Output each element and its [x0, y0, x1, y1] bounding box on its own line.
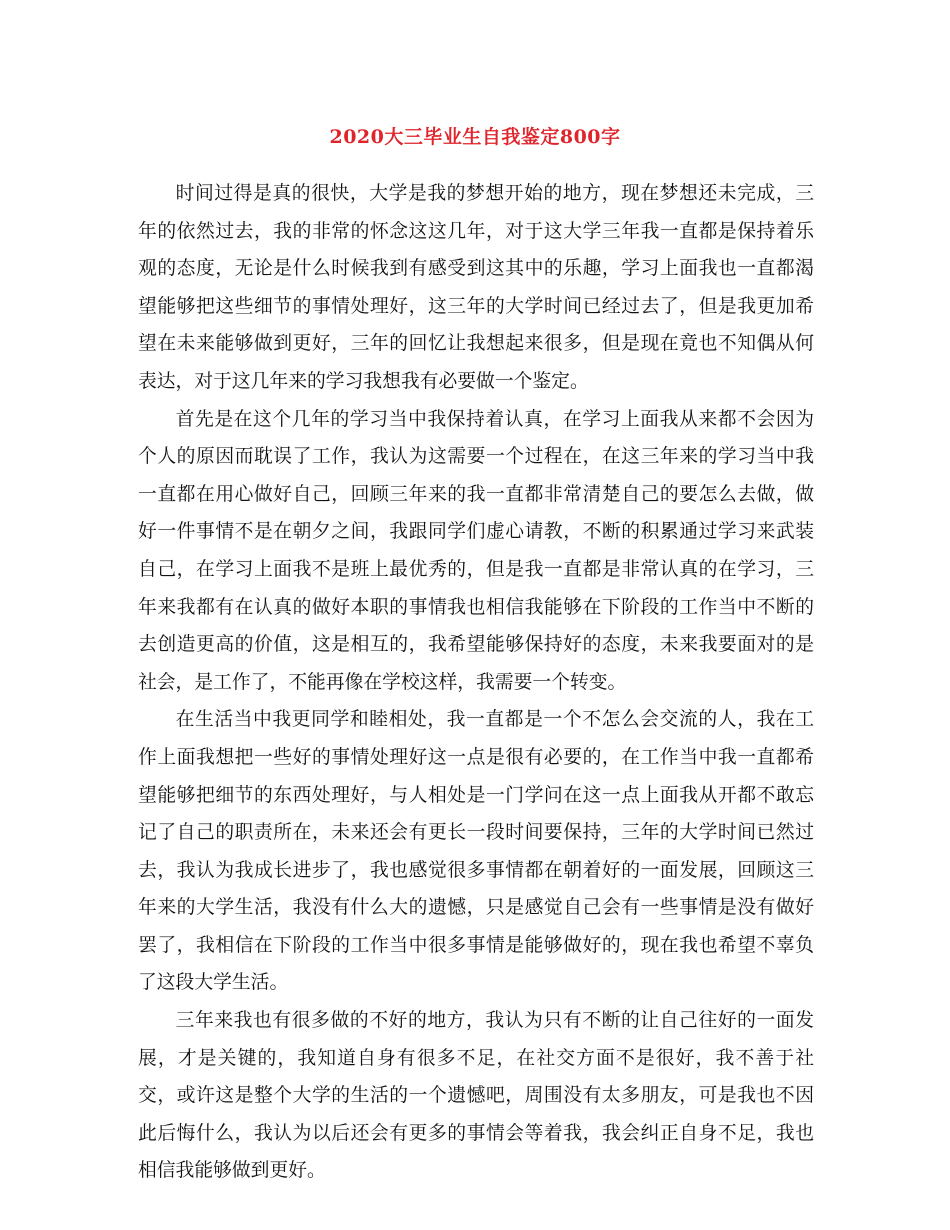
document-title: 2020大三毕业生自我鉴定800字 — [329, 126, 621, 148]
paragraph-4: 三年来我也有很多做的不好的地方，我认为只有不断的让自己往好的一面发展，才是关键的，我知道自身有很多不足，在社交方面不是很好，我不善于社交，或许这是整个大学的生活的一个遗憾吧，周围没有太多朋友，可是我也不因此后悔什么，我认为以后还会有更多的事情会等着我，我会纠正自身不足，我也相信我能够做到更好。 — [138, 1010, 814, 1182]
paragraph-1: 时间过得是真的很快，大学是我的梦想开始的地方，现在梦想还未完成，三年的依然过去，我的非常的怀念这这几年，对于这大学三年我一直都是保持着乐观的态度，无论是什么时候我到有感受到这其中的乐趣，学习上面我也一直都渴望能够把这些细节的事情处理好，这三年的大学时间已经过去了，但是我更加希望在未来能够做到更好，三年的回忆让我想起来很多，但是现在竟也不知偶从何表达，对于这几年来的学习我想我有必要做一个鉴定。 — [138, 183, 814, 392]
paragraph-3: 在生活当中我更同学和睦相处，我一直都是一个不怎么会交流的人，我在工作上面我想把一些好的事情处理好这一点是很有必要的，在工作当中我一直都希望能够把细节的东西处理好，与人相处是一门学问在这一点上面我从开都不敢忘记了自己的职责所在，未来还会有更长一段时间要保持，三年的大学时间已然过去，我认为我成长进步了，我也感觉很多事情都在朝着好的一面发展，回顾这三年来的大学生活，我没有什么大的遗憾，只是感觉自己会有一些事情是没有做好罢了，我相信在下阶段的工作当中很多事情是能够做好的，现在我也希望不辜负了这段大学生活。 — [138, 709, 814, 994]
paragraph-2: 首先是在这个几年的学习当中我保持着认真，在学习上面我从来都不会因为个人的原因而耽误了工作，我认为这需要一个过程在，在这三年来的学习当中我一直都在用心做好自己，回顾三年来的我一直都非常清楚自己的要怎么去做，做好一件事情不是在朝夕之间，我跟同学们虚心请教，不断的积累通过学习来武装自己，在学习上面我不是班上最优秀的，但是我一直都是非常认真的在学习，三年来我都有在认真的做好本职的事情我也相信我能够在下阶段的工作当中不断的去创造更高的价值，这是相互的，我希望能够保持好的态度，未来我要面对的是社会，是工作了，不能再像在学校这样，我需要一个转变。 — [138, 408, 814, 693]
document-body — [138, 175, 814, 1190]
